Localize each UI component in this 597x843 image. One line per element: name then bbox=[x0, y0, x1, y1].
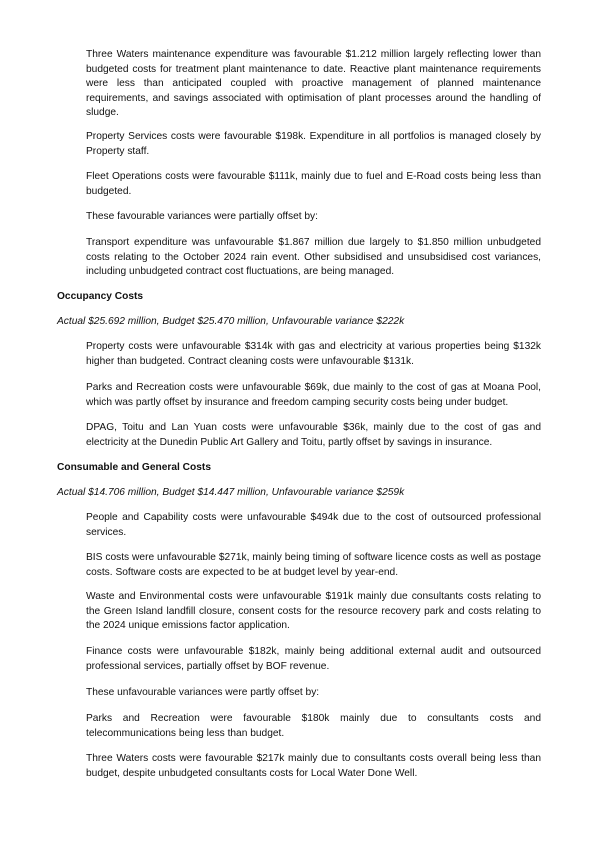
paragraph-parks-recreation-occupancy: Parks and Recreation costs were unfavourable $69k, due mainly to the cost of gas at Moana Pool, which was partly offset by insurance and freedom camping security costs being under budget. bbox=[86, 382, 541, 408]
paragraph-property-costs: Property costs were unfavourable $314k with gas and electricity at various properties being $132k higher than budgeted. Contract cleaning costs were unfavourable $131k. bbox=[86, 341, 541, 367]
paragraph-finance-costs: Finance costs were unfavourable $182k, mainly being additional external audit and outsourced professional services, partially offset by BOF revenue. bbox=[86, 646, 541, 672]
paragraph-dpag-toitu: DPAG, Toitu and Lan Yuan costs were unfavourable $36k, mainly due to the cost of gas and electricity at the Dunedin Public Art Gallery and Toitu, partly offset by savings in insurance. bbox=[86, 422, 541, 448]
paragraph-fleet-operations: Fleet Operations costs were favourable $111k, mainly due to fuel and E-Road costs being less than budgeted. bbox=[86, 171, 541, 197]
paragraph-three-waters-maintenance: Three Waters maintenance expenditure was favourable $1.212 million largely reflecting lower than budgeted costs for treatment plant maintenance to date. Reactive plant maintenance requirements were less than anticipated coupled with proactive management of planned maintenance requirements, and savings associated with optimisation of plant processes around the handling of sludge. bbox=[86, 49, 541, 118]
section-heading-consumable-general: Consumable and General Costs bbox=[57, 462, 211, 473]
paragraph-parks-recreation-consumable: Parks and Recreation were favourable $180k mainly due to consultants costs and telecommunications being less than budget. bbox=[86, 713, 541, 739]
paragraph-offset-intro: These favourable variances were partially offset by: bbox=[86, 211, 318, 222]
paragraph-three-waters-consultants: Three Waters costs were favourable $217k mainly due to consultants costs overall being less than budget, despite unbudgeted consultants costs for Local Water Done Well. bbox=[86, 753, 541, 779]
paragraph-bis-costs: BIS costs were unfavourable $271k, mainly being timing of software licence costs as well as postage costs. Software costs are expected to be at budget level by year-end. bbox=[86, 552, 541, 578]
section-summary-occupancy: Actual $25.692 million, Budget $25.470 million, Unfavourable variance $222k bbox=[57, 316, 405, 327]
paragraph-unfavourable-offset-intro: These unfavourable variances were partly offset by: bbox=[86, 687, 320, 698]
paragraph-transport-expenditure: Transport expenditure was unfavourable $1.867 million due largely to $1.850 million unbudgeted costs relating to the October 2024 rain event. Other subsidised and unsubsidised cost variances, including unbudgeted contract cost fluctuations, are being managed. bbox=[86, 237, 541, 277]
section-heading-occupancy-costs: Occupancy Costs bbox=[57, 291, 144, 302]
paragraph-people-capability: People and Capability costs were unfavourable $494k due to the cost of outsourced professional services. bbox=[86, 512, 541, 538]
paragraph-waste-environmental: Waste and Environmental costs were unfavourable $191k mainly due consultants costs relating to the Green Island landfill closure, consent costs for the resource recovery park and costs relating to the 2024 unique emissions factor application. bbox=[86, 591, 541, 631]
paragraph-property-services: Property Services costs were favourable $198k. Expenditure in all portfolios is managed closely by Property staff. bbox=[86, 131, 541, 157]
section-summary-consumable: Actual $14.706 million, Budget $14.447 million, Unfavourable variance $259k bbox=[57, 487, 405, 498]
